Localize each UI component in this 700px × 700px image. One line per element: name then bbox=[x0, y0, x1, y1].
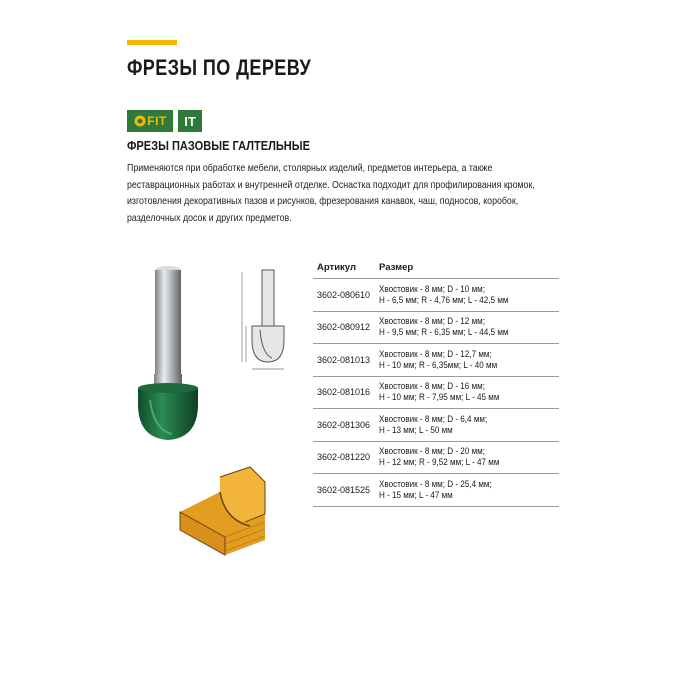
size-cell bbox=[379, 381, 559, 403]
table-row bbox=[313, 442, 559, 475]
table-row bbox=[313, 312, 559, 345]
fit-logo-icon bbox=[133, 114, 147, 128]
it-badge: IT bbox=[178, 110, 202, 132]
size-line: H - 13 мм; L - 50 мм bbox=[379, 424, 453, 435]
size-line: Хвостовик - 8 мм; D - 16 мм; bbox=[379, 381, 485, 392]
table-header bbox=[313, 256, 559, 279]
table-row bbox=[313, 409, 559, 442]
description bbox=[127, 160, 535, 226]
table-row bbox=[313, 279, 559, 312]
description-line: реставрационных работах и внутренней отделке. Оснастка подходит для профилирования кромок, bbox=[127, 178, 535, 191]
accent-bar bbox=[127, 40, 177, 45]
size-line: H - 9,5 мм; R - 6,35 мм; L - 44,5 мм bbox=[379, 327, 509, 338]
fit-logo bbox=[127, 110, 173, 132]
description-line: изготовления декоративных пазов и рисунков, фрезерования канавок, чаш, подносов, коробок, bbox=[127, 195, 519, 207]
brand-logos bbox=[127, 110, 202, 132]
description-line: разделочных досок и других предметов. bbox=[127, 211, 292, 224]
size-cell bbox=[379, 414, 559, 436]
table-row bbox=[313, 344, 559, 377]
size-line: Хвостовик - 8 мм; D - 12 мм; bbox=[379, 316, 485, 327]
size-cell bbox=[379, 349, 559, 371]
size-line: H - 15 мм; L - 47 мм bbox=[379, 489, 453, 500]
size-line: Хвостовик - 8 мм; D - 20 мм; bbox=[379, 446, 485, 457]
size-cell bbox=[379, 316, 559, 338]
size-line: H - 10 мм; R - 6,35мм; L - 40 мм bbox=[379, 359, 498, 370]
size-line: Хвостовик - 8 мм; D - 12,7 мм; bbox=[379, 348, 492, 359]
size-line: H - 12 мм; R - 9,52 мм; L - 47 мм bbox=[379, 457, 500, 468]
article-cell: 3602-081525 bbox=[317, 484, 371, 495]
table-row bbox=[313, 377, 559, 410]
article-cell: 3602-080912 bbox=[317, 322, 371, 333]
fit-logo-text: FIT bbox=[147, 114, 167, 128]
article-cell: 3602-081306 bbox=[317, 419, 371, 430]
router-bit-photo bbox=[132, 262, 207, 452]
article-cell: 3602-081220 bbox=[317, 452, 371, 463]
size-line: H - 6,5 мм; R - 4,76 мм; L - 42,5 мм bbox=[379, 294, 509, 305]
section-title: ФРЕЗЫ ПАЗОВЫЕ ГАЛТЕЛЬНЫЕ bbox=[127, 138, 310, 153]
page-title: ФРЕЗЫ ПО ДЕРЕВУ bbox=[127, 55, 312, 80]
article-cell: 3602-080610 bbox=[317, 289, 371, 300]
article-cell: 3602-081016 bbox=[317, 387, 371, 398]
router-bit-schematic bbox=[238, 266, 288, 376]
article-cell: 3602-081013 bbox=[317, 354, 371, 365]
description-line: Применяются при обработке мебели, столярных изделий, предметов интерьера, а также bbox=[127, 162, 493, 174]
spec-table bbox=[313, 256, 559, 507]
header-article: Артикул bbox=[317, 261, 356, 273]
size-line: H - 10 мм; R - 7,95 мм; L - 45 мм bbox=[379, 392, 500, 403]
table-row bbox=[313, 474, 559, 507]
size-line: Хвостовик - 8 мм; D - 10 мм; bbox=[379, 283, 485, 294]
wood-cove-profile bbox=[170, 462, 270, 557]
size-cell bbox=[379, 284, 559, 306]
size-line: Хвостовик - 8 мм; D - 25,4 мм; bbox=[379, 478, 492, 489]
header-size: Размер bbox=[379, 261, 414, 273]
size-cell bbox=[379, 479, 559, 501]
size-cell bbox=[379, 446, 559, 468]
size-line: Хвостовик - 8 мм; D - 6,4 мм; bbox=[379, 413, 488, 424]
